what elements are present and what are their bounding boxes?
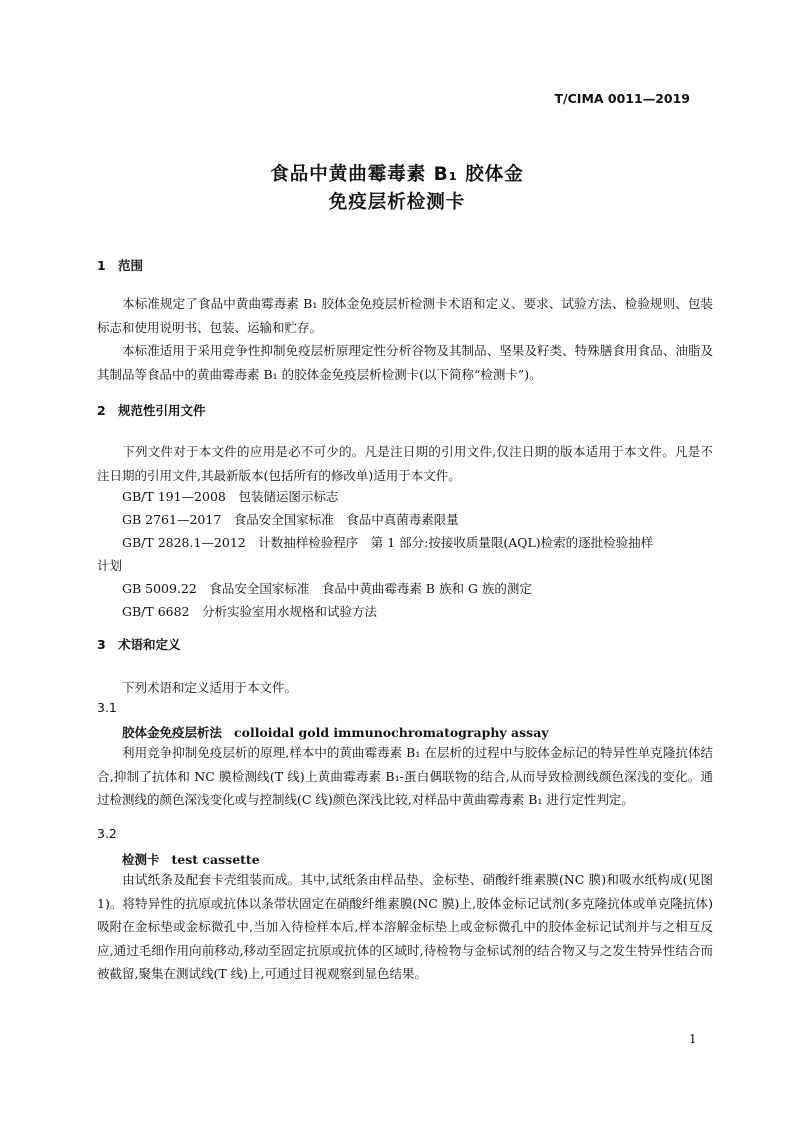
section-number: 2 <box>97 403 106 418</box>
reference-item-continuation: 计划 <box>97 558 123 573</box>
reference-item: GB/T 2828.1—2012 计数抽样检验程序 第 1 部分:按接收质量限(AQL)检索的逐批检验抽样 <box>122 535 654 550</box>
term-en: test cassette <box>171 852 260 867</box>
paragraph: 下列术语和定义适用于本文件。 <box>122 680 298 695</box>
section-title: 术语和定义 <box>118 637 181 652</box>
section-number: 3 <box>97 637 106 652</box>
term-zh: 检测卡 <box>122 852 160 867</box>
reference-item: GB/T 6682 分析实验室用水规格和试验方法 <box>122 604 378 619</box>
section-title: 范围 <box>118 258 144 273</box>
standard-code: T/CIMA 0011—2019 <box>554 91 690 106</box>
term-definition: 利用竞争抑制免疫层析的原理,样本中的黄曲霉毒素 B₁ 在层析的过程中与胶体金标记的特异性单克隆抗体结合,抑制了抗体和 NC 膜检测线(T 线)上黄曲霉毒素 B₁-蛋白偶联物的结合,从而导致检测线颜色深浅的变化。通过检测线的颜色深浅变化或与控制线(C 线)颜色深浅比较,对样品中黄曲霉毒素 B₁ 进行定性判定。 <box>97 745 713 807</box>
page-number: 1 <box>689 1032 697 1046</box>
reference-item: GB/T 191—2008 包装储运图示标志 <box>122 489 339 504</box>
section-heading <box>97 401 206 419</box>
paragraph: 本标准规定了食品中黄曲霉毒素 B₁ 胶体金免疫层析检测卡术语和定义、要求、试验方法、检验规则、包装标志和使用说明书、包装、运输和贮存。 <box>97 296 713 335</box>
term-number: 3.1 <box>97 700 117 715</box>
term-zh: 胶体金免疫层析法 <box>122 725 223 740</box>
document-title-line1: 食品中黄曲霉毒素 B₁ 胶体金 <box>270 164 524 185</box>
reference-item: GB 5009.22 食品安全国家标准 食品中黄曲霉毒素 B 族和 G 族的测定 <box>122 581 532 596</box>
term-heading <box>122 723 549 741</box>
section-heading <box>97 256 143 274</box>
term-en: colloidal gold immunochromatography assay <box>234 725 549 740</box>
document-title-line2: 免疫层析检测卡 <box>328 192 466 213</box>
section-title: 规范性引用文件 <box>118 403 206 418</box>
section-number: 1 <box>97 258 106 273</box>
section-heading <box>97 635 181 653</box>
term-definition: 由试纸条及配套卡壳组装而成。其中,试纸条由样品垫、金标垫、硝酸纤维素膜(NC 膜)和吸水纸构成(见图 1)。将特异性的抗原或抗体以条带状固定在硝酸纤维素膜(NC 膜)上,胶体金标记试剂(多克隆抗体或单克隆抗体)吸附在金标垫或金标微孔中,当加入待检样本后,样本溶解金标垫上或金标微孔中的胶体金标记试剂并与之相互反应,通过毛细作用向前移动,移动至固定抗原或抗体的区域时,待检物与金标试剂的结合物又与之发生特异性结合而被截留,聚集在测试线(T 线)上,可通过目视观察到显色结果。 <box>97 872 713 981</box>
reference-item: GB 2761—2017 食品安全国家标准 食品中真菌毒素限量 <box>122 512 459 527</box>
paragraph: 下列文件对于本文件的应用是必不可少的。凡是注日期的引用文件,仅注日期的版本适用于本文件。凡是不注日期的引用文件,其最新版本(包括所有的修改单)适用于本文件。 <box>97 444 713 483</box>
term-number: 3.2 <box>97 826 117 841</box>
paragraph: 本标准适用于采用竞争性抑制免疫层析原理定性分析谷物及其制品、坚果及籽类、特殊膳食用食品、油脂及其制品等食品中的黄曲霉毒素 B₁ 的胶体金免疫层析检测卡(以下简称“检测卡”)。 <box>97 343 713 382</box>
term-heading <box>122 850 260 868</box>
